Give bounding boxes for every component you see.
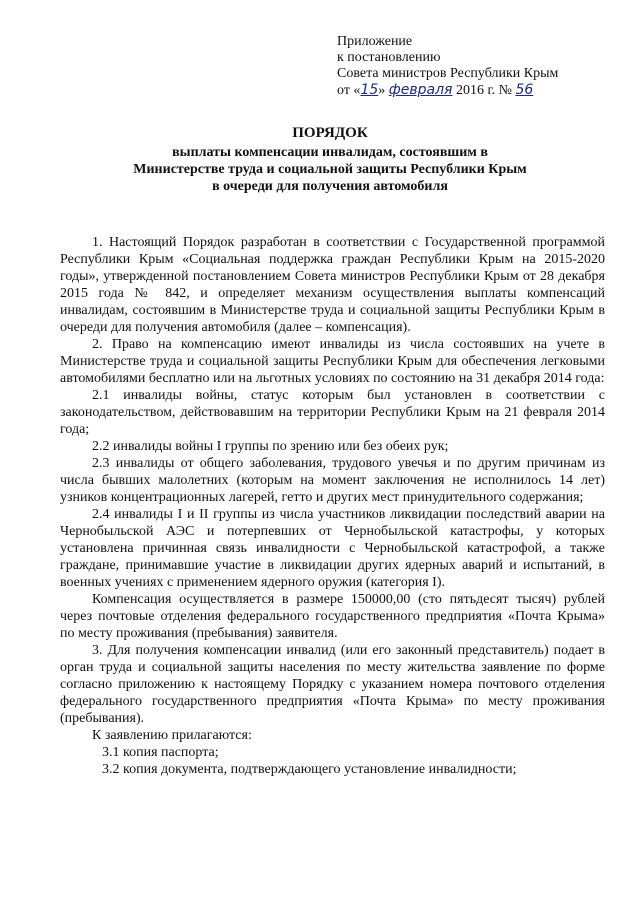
paragraph-2-1: 2.1 инвалиды войны, статус которым был установлен в соответствии с законодательством, действовавшим на территории Республики Крым на 21 февраля 2014 года; bbox=[60, 388, 605, 437]
attachments-intro: К заявлению прилагаются: bbox=[92, 728, 252, 743]
date-line: от «15» февраля 2016 г. № 56 bbox=[337, 82, 534, 98]
date-month: февраля bbox=[388, 82, 453, 98]
title-main: ПОРЯДОК bbox=[292, 125, 368, 141]
date-day: 15 bbox=[360, 82, 379, 98]
paragraph-2-4: 2.4 инвалиды I и II группы из числа участников ликвидации последствий аварии на Чернобыльской АЭС и потерпевших от Чернобыльской катастрофы, у которых установлена причинная связь инвалидности с Чернобыльской катастрофой, а также граждане, принимавшие участие в ликвидации других ядерных аварий и испытаний, в военных учениях с применением ядерного оружия (категория I). bbox=[60, 507, 605, 590]
paragraph-2-2: 2.2 инвалиды войны I группы по зрению или без обеих рук; bbox=[92, 439, 449, 454]
title-line-2: Министерстве труда и социальной защиты Республики Крым bbox=[133, 162, 527, 177]
paragraph-compensation: Компенсация осуществляется в размере 150000,00 (сто пятьдесят тысяч) рублей через почтовые отделения федерального государственного предприятия «Почта Крыма» по месту проживания (пребывания) заявителя. bbox=[60, 592, 605, 641]
title-line-3: в очереди для получения автомобиля bbox=[212, 179, 448, 194]
date-prefix: от « bbox=[337, 83, 361, 98]
document-body bbox=[60, 234, 605, 778]
appendix-label: Приложение bbox=[337, 34, 413, 49]
resolution-ref: к постановлению bbox=[337, 50, 441, 65]
attachment-3-1: 3.1 копия паспорта; bbox=[102, 745, 219, 760]
appendix-header bbox=[337, 34, 627, 99]
date-year: 2016 г. № bbox=[455, 83, 512, 98]
document-title bbox=[60, 125, 600, 195]
title-line-1: выплаты компенсации инвалидам, состоявшим в bbox=[172, 145, 488, 160]
paragraph-2-3: 2.3 инвалиды от общего заболевания, трудового увечья и по другим причинам из числа бывших малолетних (которым на момент заключения не исполнилось 14 лет) узников концентрационных лагерей, гетто и других мест принудительного содержания; bbox=[60, 456, 605, 505]
paragraph-2: 2. Право на компенсацию имеют инвалиды из числа состоявших на учете в Министерстве труда и социальной защиты Республики Крым для обеспечения легковыми автомобилями бесплатно или на льготных условиях по состоянию на 31 декабря 2014 года: bbox=[60, 337, 605, 386]
document-number: 56 bbox=[515, 82, 534, 98]
council-name: Совета министров Республики Крым bbox=[337, 66, 559, 81]
paragraph-1: 1. Настоящий Порядок разработан в соответствии с Государственной программой Республики Крым «Социальная поддержка граждан Республики Крым на 2015-2020 годы», утвержденной постановлением Совета министров Республики Крым от 28 декабря 2015 года № 842, и определяет механизм осуществления выплаты компенсаций инвалидам, состоявшим в Министерстве труда и социальной защиты Республики Крым в очереди для получения автомобиля (далее – компенсация). bbox=[60, 235, 605, 335]
paragraph-3: 3. Для получения компенсации инвалид (или его законный представитель) подает в орган труда и социальной защиты населения по месту жительства заявление по форме согласно приложению к настоящему Порядку с указанием номера почтового отделения федерального государственного предприятия «Почта Крыма» по месту проживания (пребывания). bbox=[60, 643, 605, 726]
attachment-3-2: 3.2 копия документа, подтверждающего установление инвалидности; bbox=[102, 762, 517, 777]
